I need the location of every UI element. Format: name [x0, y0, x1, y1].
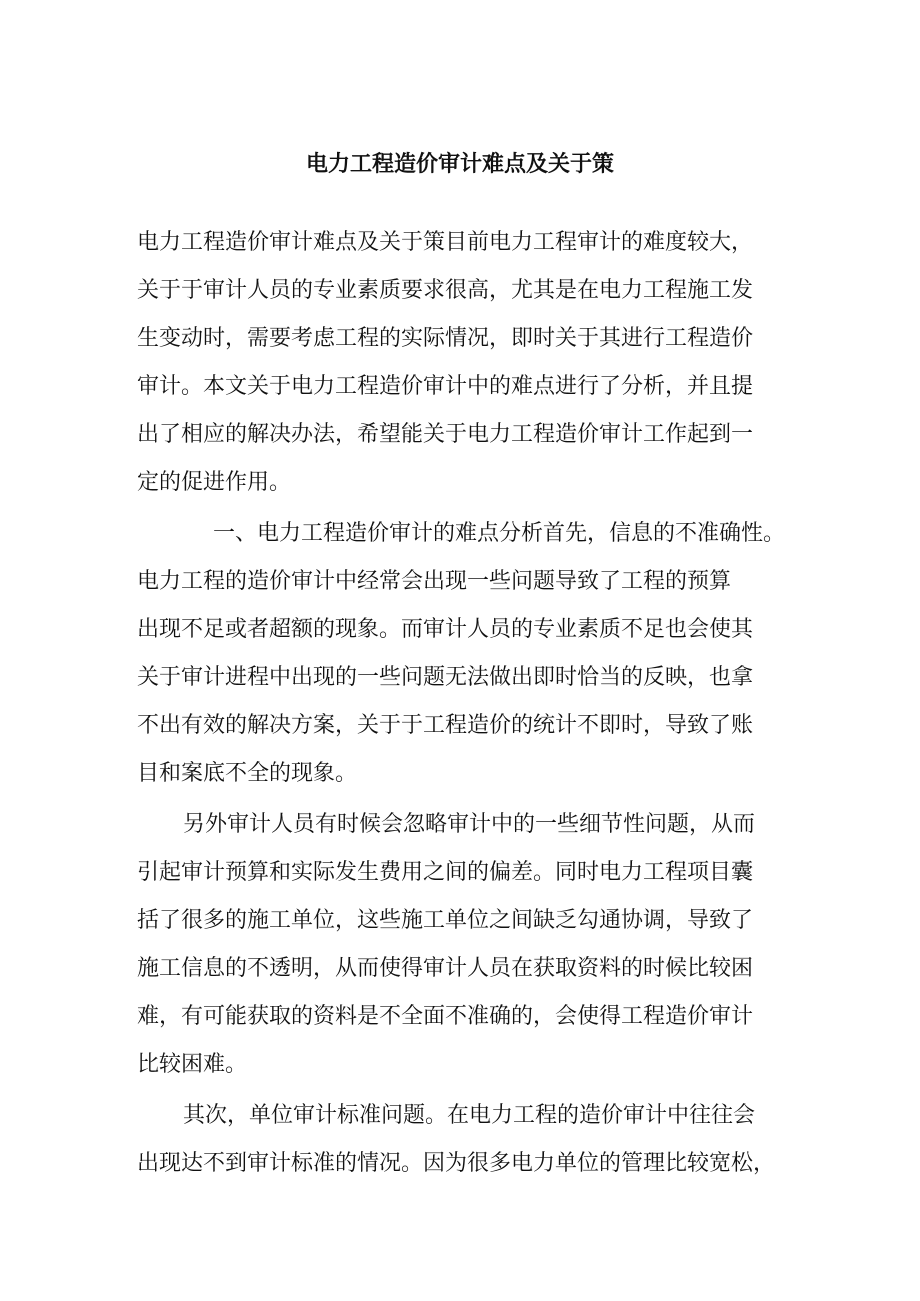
body-line-1: 电力工程造价审计难点及关于策目前电力工程审计的难度较大， — [137, 230, 754, 255]
body-line-19: 其次，单位审计标准问题。在电力工程的造价审计中往往会 — [183, 1103, 756, 1128]
body-line-14: 引起审计预算和实际发生费用之间的偏差。同时电力工程项目囊 — [137, 860, 754, 885]
section-heading-1: 一、电力工程造价审计的难点分析首先，信息的不准确性。 — [213, 521, 786, 546]
body-line-20: 出现达不到审计标准的情况。因为很多电力单位的管理比较宽松， — [137, 1151, 776, 1176]
body-line-18: 比较困难。 — [137, 1052, 248, 1077]
body-line-4: 审计。本文关于电力工程造价审计中的难点进行了分析，并且提 — [137, 374, 754, 399]
body-line-2: 关于于审计人员的专业素质要求很高，尤其是在电力工程施工发 — [137, 278, 754, 303]
body-line-17: 难，有可能获取的资料是不全面不准确的，会使得工程造价审计 — [137, 1004, 754, 1029]
body-line-15: 括了很多的施工单位，这些施工单位之间缺乏勾通协调，导致了 — [137, 908, 754, 933]
body-line-11: 不出有效的解决方案，关于于工程造价的统计不即时，导致了账 — [137, 713, 754, 738]
body-line-5: 出了相应的解决办法，希望能关于电力工程造价审计工作起到一 — [137, 422, 754, 447]
body-line-6: 定的促进作用。 — [137, 470, 292, 495]
body-line-13: 另外审计人员有时候会忽略审计中的一些细节性问题，从而 — [183, 812, 756, 837]
body-line-8: 电力工程的造价审计中经常会出现一些问题导致了工程的预算 — [137, 569, 732, 594]
body-line-9: 出现不足或者超额的现象。而审计人员的专业素质不足也会使其 — [137, 617, 754, 642]
body-line-16: 施工信息的不透明，从而使得审计人员在获取资料的时候比较困 — [137, 956, 754, 981]
body-line-3: 生变动时，需要考虑工程的实际情况，即时关于其进行工程造价 — [137, 326, 754, 351]
body-line-12: 目和案底不全的现象。 — [137, 761, 358, 786]
body-line-10: 关于审计进程中出现的一些问题无法做出即时恰当的反映，也拿 — [137, 665, 754, 690]
document-title: 电力工程造价审计难点及关于策 — [305, 152, 614, 177]
